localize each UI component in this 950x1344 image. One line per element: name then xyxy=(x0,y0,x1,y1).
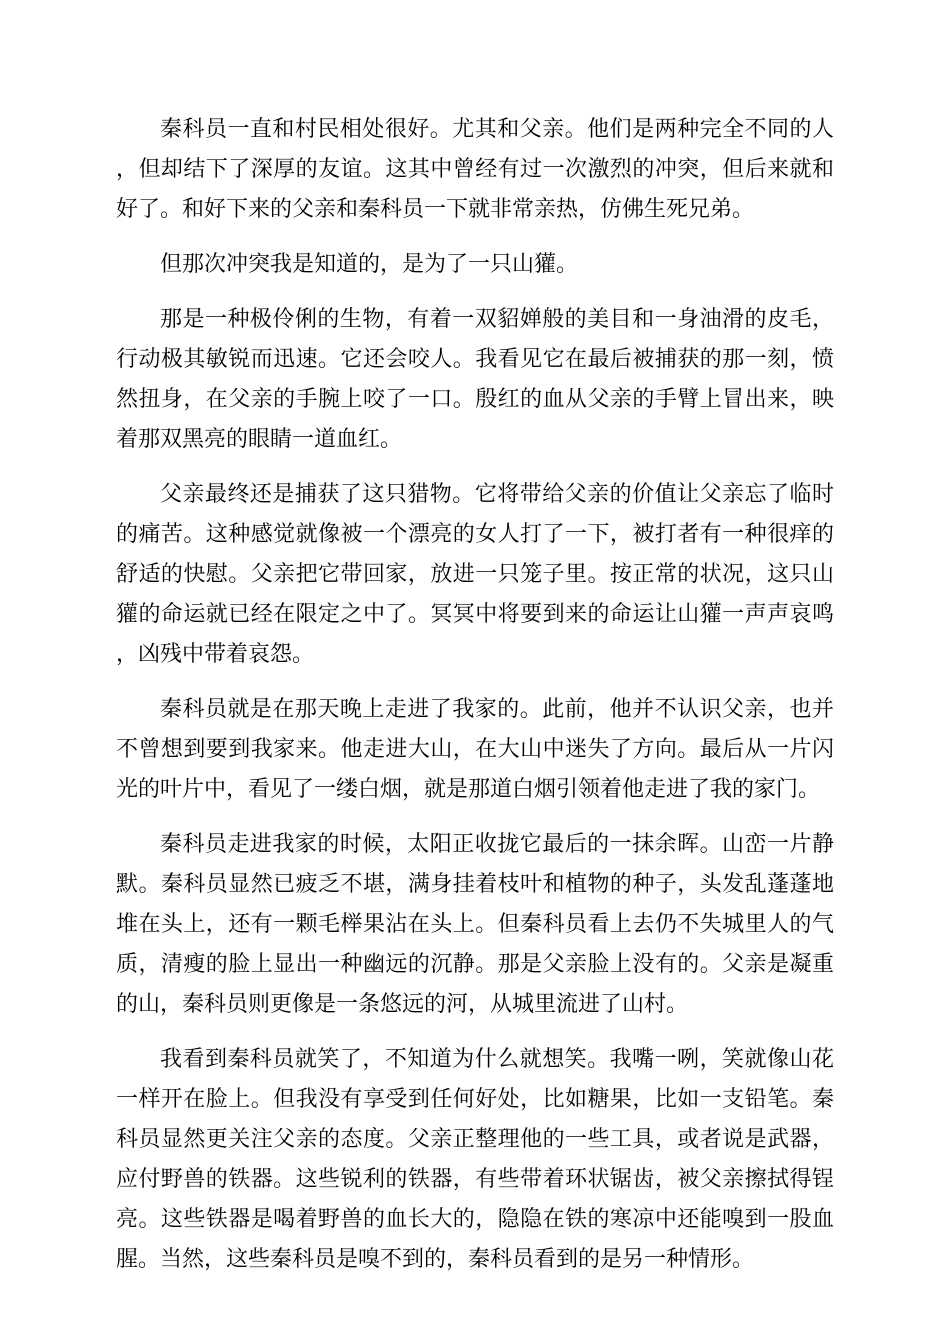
paragraph: 但那次冲突我是知道的，是为了一只山獾。 xyxy=(160,252,579,277)
paragraph: 秦科员就是在那天晚上走进了我家的。此前，他并不认识父亲，也并不曾想到要到我家来。他走进大山，在大山中迷失了方向。最后从一片闪光的叶片中，看见了一缕白烟，就是那道白烟引领着他走进了我的家门。 xyxy=(116,697,834,802)
paragraph: 秦科员一直和村民相处很好。尤其和父亲。他们是两种完全不同的人，但却结下了深厚的友谊。这其中曾经有过一次激烈的冲突，但后来就和好了。和好下来的父亲和秦科员一下就非常亲热，仿佛生死兄弟。 xyxy=(116,117,834,222)
paragraph: 秦科员走进我家的时候，太阳正收拢它最后的一抹余晖。山峦一片静默。秦科员显然已疲乏不堪，满身挂着枝叶和植物的种子，头发乱蓬蓬地堆在头上，还有一颗毛榉果沾在头上。但秦科员看上去仍不失城里人的气质，清瘦的脸上显出一种幽远的沉静。那是父亲脸上没有的。父亲是凝重的山，秦科员则更像是一条悠远的河，从城里流进了山村。 xyxy=(116,832,834,1017)
paragraph: 父亲最终还是捕获了这只猎物。它将带给父亲的价值让父亲忘了临时的痛苦。这种感觉就像被一个漂亮的女人打了一下，被打者有一种很痒的舒适的快慰。父亲把它带回家，放进一只笼子里。按正常的状况，这只山獾的命运就已经在限定之中了。冥冥中将要到来的命运让山獾一声声哀鸣，凶残中带着哀怨。 xyxy=(116,482,834,667)
paragraph: 那是一种极伶俐的生物，有着一双貂婵般的美目和一身油滑的皮毛，行动极其敏锐而迅速。它还会咬人。我看见它在最后被捕获的那一刻，愤然扭身，在父亲的手腕上咬了一口。殷红的血从父亲的手臂上冒出来，映着那双黑亮的眼睛一道血红。 xyxy=(116,307,834,452)
paragraph: 我看到秦科员就笑了，不知道为什么就想笑。我嘴一咧，笑就像山花一样开在脸上。但我没有享受到任何好处，比如糖果，比如一支铅笔。秦科员显然更关注父亲的态度。父亲正整理他的一些工具，或者说是武器，应付野兽的铁器。这些锐利的铁器，有些带着环状锯齿，被父亲擦拭得锃亮。这些铁器是喝着野兽的血长大的，隐隐在铁的寒凉中还能嗅到一股血腥。当然，这些秦科员是嗅不到的，秦科员看到的是另一种情形。 xyxy=(116,1047,834,1272)
document-page xyxy=(116,110,834,1280)
